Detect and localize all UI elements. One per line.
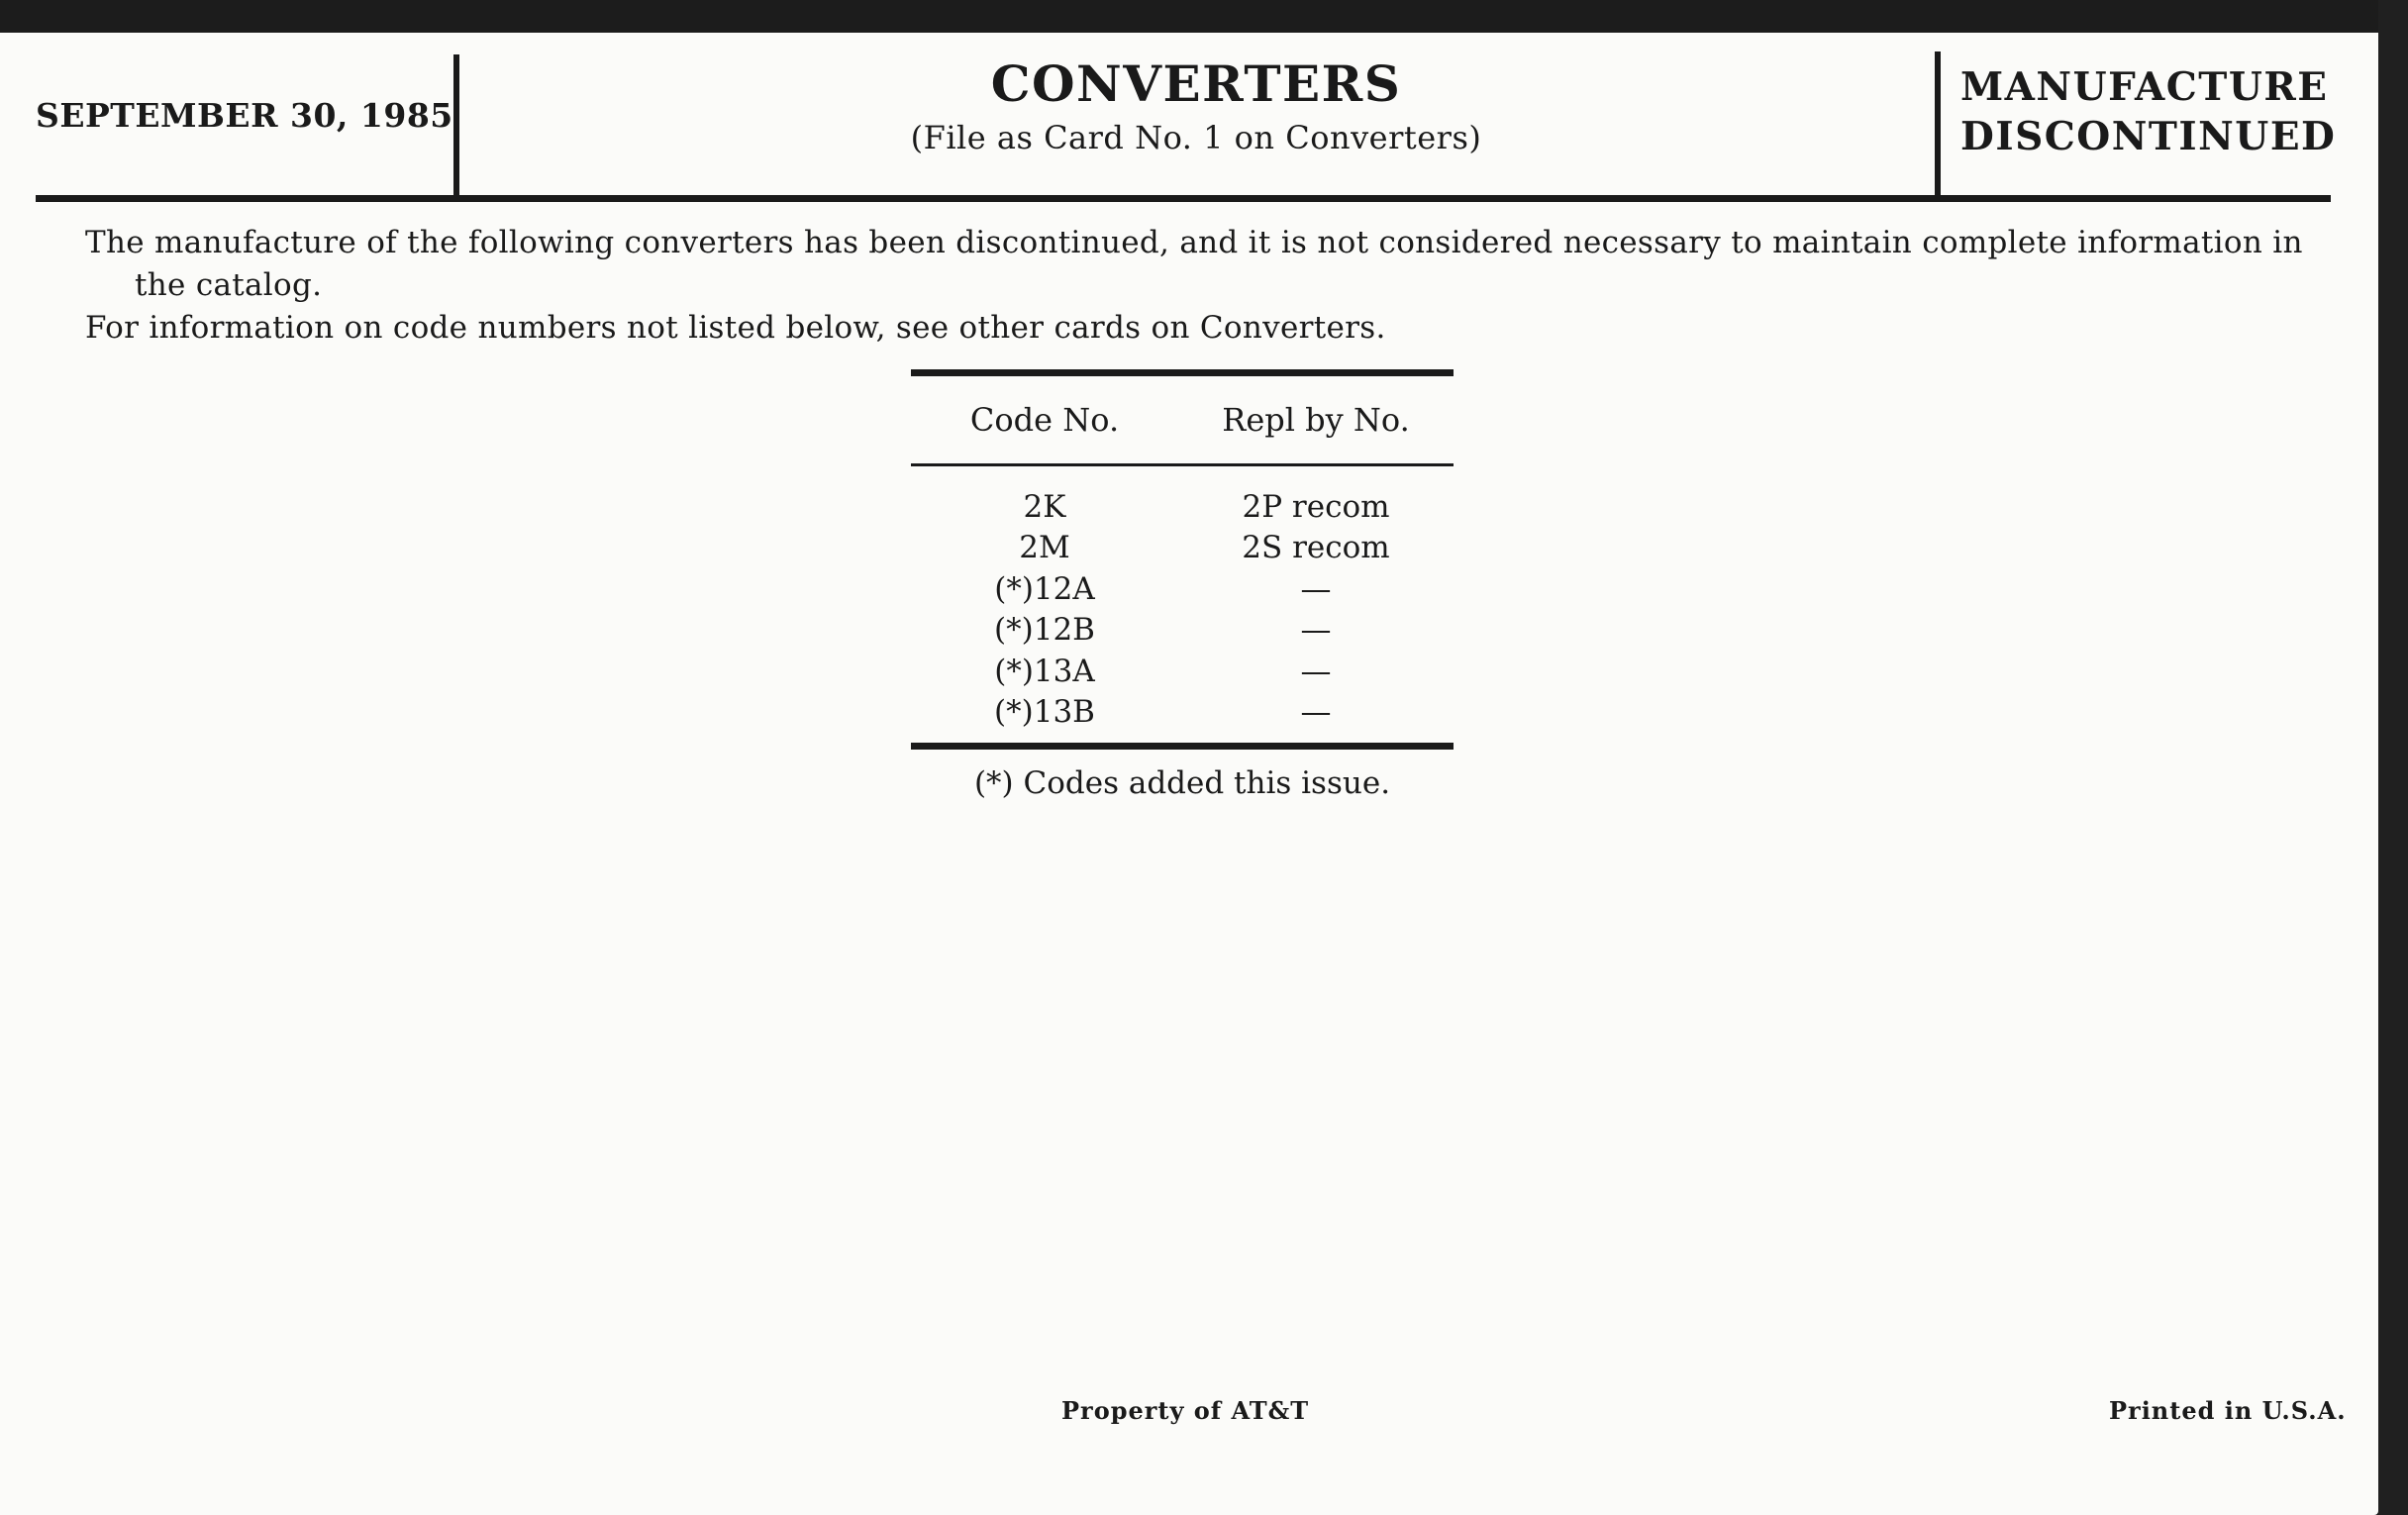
table-row [911, 692, 1454, 734]
table-row [911, 568, 1454, 610]
header-divider-right [1935, 51, 1941, 198]
cell-repl: — [1300, 570, 1332, 607]
cell-code: (*)13A [994, 653, 1095, 689]
page-subtitle: (File as Card No. 1 on Converters) [910, 119, 1482, 156]
header-bottom-rule [36, 195, 2331, 202]
status-line-1: MANUFACTURE [1960, 64, 2329, 110]
replacement-table [911, 369, 1454, 750]
table-header-row [911, 376, 1454, 463]
table-row [911, 528, 1454, 569]
cell-repl: — [1300, 694, 1332, 731]
scan-edge [2378, 0, 2408, 1515]
cell-repl: 2P recom [1242, 488, 1390, 525]
column-header-code: Code No. [969, 401, 1120, 439]
cell-code: (*)13B [994, 694, 1095, 731]
intro-text [85, 222, 2313, 350]
cell-code: (*)12B [994, 612, 1095, 649]
cell-repl: 2S recom [1242, 530, 1390, 566]
cell-repl: — [1300, 612, 1332, 649]
footer-printed: Printed in U.S.A. [2109, 1396, 2347, 1425]
page-title: CONVERTERS [990, 54, 1402, 113]
footer-property: Property of AT&T [1061, 1396, 1310, 1425]
table-row [911, 651, 1454, 692]
status-line-2: DISCONTINUED [1960, 114, 2337, 159]
header-date: SEPTEMBER 30, 1985 [36, 96, 453, 135]
table-footnote: (*) Codes added this issue. [973, 765, 1391, 801]
cell-code: 2M [1019, 530, 1070, 566]
intro-paragraph-1: The manufacture of the following converters has been discontinued, and it is not considered necessary to maintain complete information in the catalog. [85, 225, 2303, 303]
table-body [911, 466, 1454, 743]
cell-code: 2K [1023, 488, 1066, 525]
cell-code: (*)12A [994, 570, 1095, 607]
table-top-rule [911, 369, 1454, 376]
column-header-repl: Repl by No. [1222, 401, 1410, 439]
intro-paragraph-2: For information on code numbers not listed below, see other cards on Converters. [85, 310, 1386, 346]
table-row [911, 610, 1454, 652]
table-bottom-rule [911, 743, 1454, 750]
status-heading [1960, 62, 2336, 161]
table-row [911, 486, 1454, 528]
cell-repl: — [1300, 653, 1332, 689]
